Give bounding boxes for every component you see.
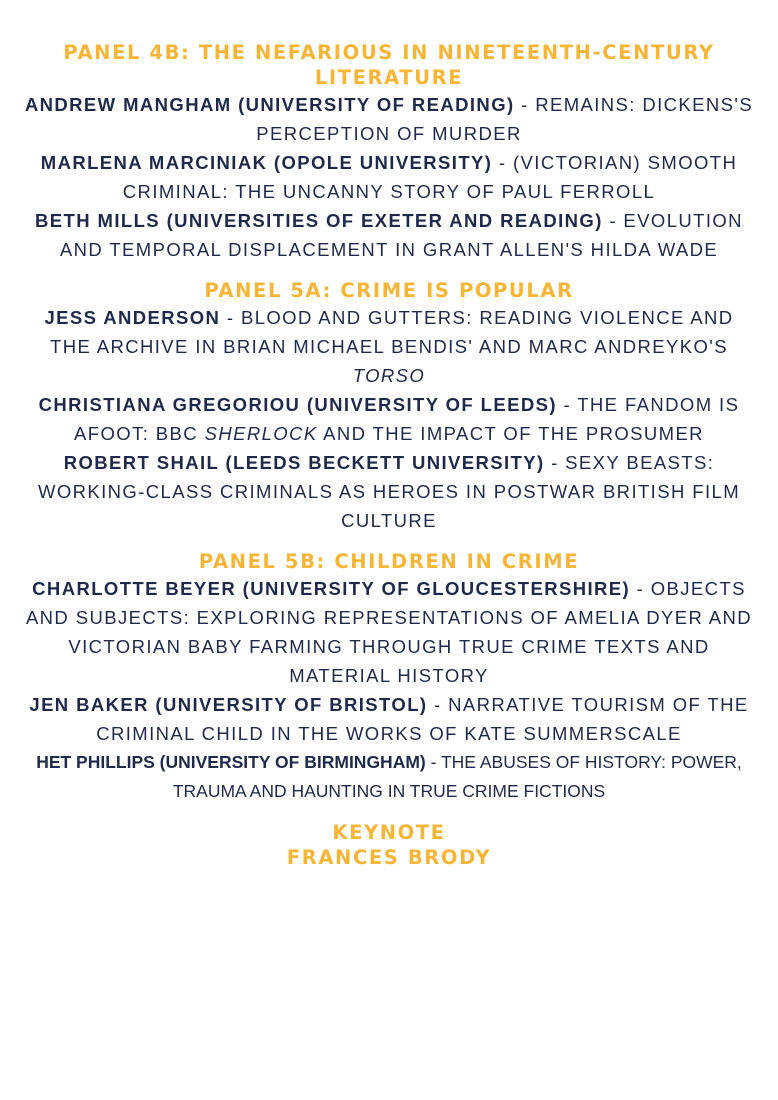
programme-content	[24, 40, 754, 884]
talk-title: THE ABUSES OF HISTORY: POWER, TRAUMA AND HAUNTING IN TRUE CRIME FICTIONS	[172, 752, 742, 801]
keynote-section	[24, 820, 754, 870]
separator: -	[220, 307, 241, 328]
talk-entry	[24, 206, 754, 264]
talk-entry	[24, 448, 754, 535]
speaker-name: JESS ANDERSON	[44, 307, 221, 328]
separator: -	[544, 452, 566, 473]
separator: -	[556, 394, 578, 415]
panel-heading: PANEL 5B: CHILDREN IN CRIME	[198, 550, 580, 573]
speaker-name: CHARLOTTE BEYER (UNIVERSITY OF GLOUCESTERSHIRE)	[32, 578, 631, 599]
talk-title: BLOOD AND GUTTERS: READING VIOLENCE AND THE ARCHIVE IN BRIAN MICHAEL BENDIS' AND MARC ANDREYKO'S	[50, 307, 734, 357]
separator: -	[630, 578, 651, 599]
separator: -	[514, 94, 536, 115]
speaker-name: MARLENA MARCINIAK (OPOLE UNIVERSITY)	[40, 152, 493, 173]
keynote-speaker: FRANCES BRODY	[286, 846, 492, 869]
talk-title: (VICTORIAN) SMOOTH CRIMINAL: THE UNCANNY STORY OF PAUL FERROLL	[122, 152, 738, 202]
speaker-name: HET PHILLIPS (UNIVERSITY OF BIRMINGHAM)	[36, 752, 426, 772]
talk-entry	[24, 748, 754, 806]
talk-title: AND THE IMPACT OF THE PROSUMER	[317, 423, 704, 444]
separator: -	[427, 694, 449, 715]
speaker-name: ANDREW MANGHAM (UNIVERSITY OF READING)	[24, 94, 515, 115]
talk-entry	[24, 690, 754, 748]
talk-title: NARRATIVE TOURISM OF THE CRIMINAL CHILD IN THE WORKS OF KATE SUMMERSCALE	[96, 694, 749, 744]
keynote-label: KEYNOTE	[332, 821, 446, 844]
talk-title: REMAINS: DICKENS'S PERCEPTION OF MURDER	[256, 94, 754, 144]
talk-title: THE FANDOM IS AFOOT: BBC	[74, 394, 740, 444]
talk-title-italic: TORSO	[352, 365, 426, 386]
separator: -	[425, 752, 441, 772]
speaker-name: BETH MILLS (UNIVERSITIES OF EXETER AND READING)	[35, 210, 603, 231]
panel-4b	[24, 40, 754, 264]
talk-entry	[24, 574, 754, 690]
talk-title: SEXY BEASTS: WORKING-CLASS CRIMINALS AS HEROES IN POSTWAR BRITISH FILM CULTURE	[37, 452, 741, 531]
separator: -	[492, 152, 513, 173]
talk-title: OBJECTS AND SUBJECTS: EXPLORING REPRESENTATIONS OF AMELIA DYER AND VICTORIAN BABY FARMING THROUGH TRUE CRIME TEXTS AND MATERIAL HISTORY	[25, 578, 753, 686]
talk-title: EVOLUTION AND TEMPORAL DISPLACEMENT IN GRANT ALLEN'S HILDA WADE	[59, 210, 743, 260]
talk-entry	[24, 303, 754, 390]
separator: -	[602, 210, 624, 231]
talk-entry	[24, 148, 754, 206]
talk-title-italic: SHERLOCK	[204, 423, 318, 444]
panel-5a	[24, 278, 754, 535]
speaker-name: JEN BAKER (UNIVERSITY OF BRISTOL)	[29, 694, 428, 715]
speaker-name: CHRISTIANA GREGORIOU (UNIVERSITY OF LEEDS)	[38, 394, 557, 415]
talk-entry	[24, 390, 754, 448]
panel-5b	[24, 549, 754, 806]
panel-heading: PANEL 4B: THE NEFARIOUS IN NINETEENTH-CENTURY LITERATURE	[63, 41, 715, 89]
talk-entry	[24, 90, 754, 148]
speaker-name: ROBERT SHAIL (LEEDS BECKETT UNIVERSITY)	[63, 452, 545, 473]
panel-heading: PANEL 5A: CRIME IS POPULAR	[204, 279, 574, 302]
